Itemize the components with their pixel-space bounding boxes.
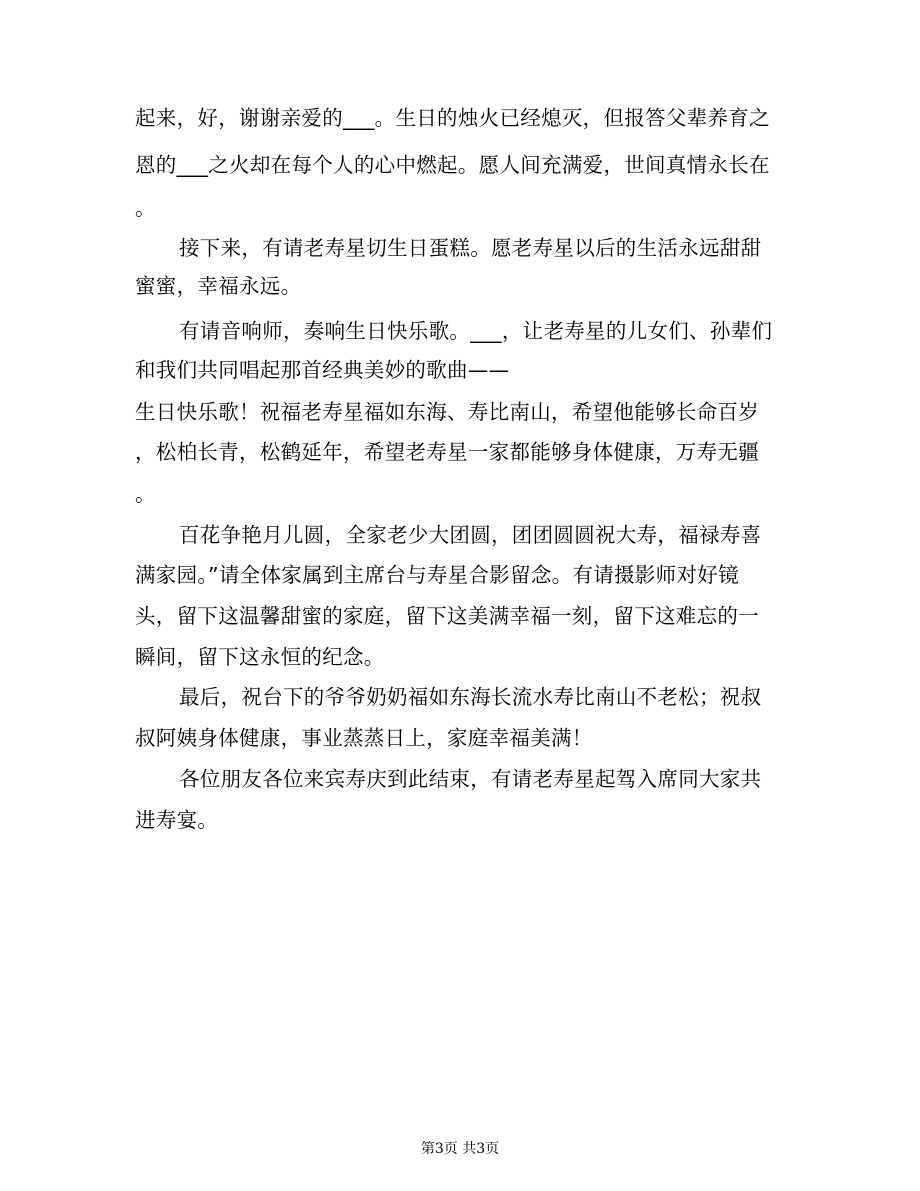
- text-line-2: 恩的___之火却在每个人的心中燃起。愿人间充满爱，世间真情永长在: [135, 153, 770, 177]
- text-line-10: 。: [135, 482, 156, 506]
- text-line-8: 生日快乐歌！祝福老寿星福如东海、寿比南山，希望他能够长命百岁: [135, 400, 759, 424]
- text-line-18: 进寿宴。: [135, 808, 219, 832]
- text-line-11: 百花争艳月儿圆，全家老少大团圆，团团圆圆祝大寿，福禄寿喜: [179, 523, 762, 547]
- text-line-14: 瞬间，留下这永恒的纪念。: [135, 645, 385, 669]
- text-line-1: 起来，好，谢谢亲爱的___。生日的烛火已经熄灭，但报答父辈养育之: [135, 106, 770, 130]
- text-line-9: ，松柏长青，松鹤延年，希望老寿星一家都能够身体健康，万寿无疆: [135, 440, 759, 464]
- text-line-17: 各位朋友各位来宾寿庆到此结束，有请老寿星起驾入席同大家共: [179, 767, 762, 791]
- text-line-5: 蜜蜜，幸福永远。: [135, 274, 302, 298]
- page-number-footer: 第3页 共3页: [420, 1141, 500, 1157]
- text-line-7: 和我们共同唱起那首经典美妙的歌曲——: [135, 358, 510, 382]
- text-line-12: 满家园。”请全体家属到主席台与寿星合影留念。有请摄影师对好镜: [135, 563, 739, 587]
- text-line-4: 接下来，有请老寿星切生日蛋糕。愿老寿星以后的生活永远甜甜: [179, 236, 762, 260]
- text-line-13: 头，留下这温馨甜蜜的家庭，留下这美满幸福一刻，留下这难忘的一: [135, 604, 759, 628]
- text-line-15: 最后，祝台下的爷爷奶奶福如东海长流水寿比南山不老松；祝叔: [179, 685, 762, 709]
- text-line-3: 。: [135, 196, 156, 220]
- text-line-16: 叔阿姨身体健康，事业蒸蒸日上，家庭幸福美满！: [135, 726, 593, 750]
- text-line-6: 有请音响师，奏响生日快乐歌。___，让老寿星的儿女们、孙辈们: [179, 319, 773, 343]
